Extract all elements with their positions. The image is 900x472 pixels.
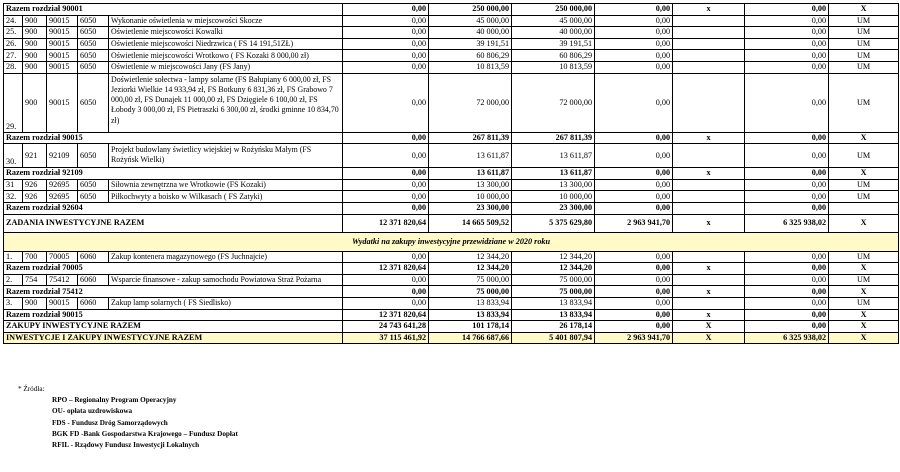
cell-dzial: 926 xyxy=(23,191,47,203)
cell-c5 xyxy=(673,73,745,132)
cell-rozdzial: 90015 xyxy=(47,61,78,73)
cell-c6: 0,00 xyxy=(745,263,829,275)
cell-c6: 0,00 xyxy=(745,73,829,132)
cell-c6: 0,00 xyxy=(745,274,829,286)
cell-c4: 0,00 xyxy=(595,179,673,191)
cell-task-name: Projekt budowlany świetlicy wiejskiej w Rożyńsku Małym (FS Rożyńsk Wielki) xyxy=(109,144,343,168)
cell-c7: UM xyxy=(829,179,899,191)
cell-c4: 2 963 941,70 xyxy=(595,332,673,344)
cell-dzial: 900 xyxy=(23,73,47,132)
cell-c1: 0,00 xyxy=(343,144,429,168)
cell-c1: 0,00 xyxy=(343,61,429,73)
cell-paragraf: 6060 xyxy=(78,274,109,286)
cell-c2: 14 665 509,52 xyxy=(429,214,512,232)
cell-lp: 27. xyxy=(4,50,23,62)
cell-dzial: 900 xyxy=(23,297,47,309)
cell-c7: UM xyxy=(829,251,899,263)
table-row xyxy=(4,73,899,132)
table-row xyxy=(4,214,899,232)
cell-task-name: Oświetlenie miejscowości Wrotkowo ( FS Kozaki 8 000,00 zł) xyxy=(109,50,343,62)
cell-lp: 24. xyxy=(4,15,23,27)
cell-c7: X xyxy=(829,332,899,344)
table-row xyxy=(4,38,899,50)
footnote-item: RFIL - Rządowy Fundusz Inwestycji Lokalnych xyxy=(52,441,200,450)
cell-c4: 2 963 941,70 xyxy=(595,214,673,232)
cell-dzial: 926 xyxy=(23,179,47,191)
cell-c7: X xyxy=(829,4,899,16)
cell-c2: 23 300,00 xyxy=(429,202,512,214)
table-row xyxy=(4,321,899,333)
cell-c4: 0,00 xyxy=(595,263,673,275)
cell-paragraf: 6050 xyxy=(78,73,109,132)
sources-footnote xyxy=(18,384,238,451)
cell-c4: 0,00 xyxy=(595,50,673,62)
cell-c5: x xyxy=(673,132,745,144)
cell-c2: 10 813,59 xyxy=(429,61,512,73)
cell-c3: 10 000,00 xyxy=(512,191,595,203)
cell-c7: UM xyxy=(829,73,899,132)
cell-c1: 12 371 820,64 xyxy=(343,309,429,321)
cell-rozdzial: 92695 xyxy=(47,179,78,191)
footnote-heading: * Źródła: xyxy=(18,385,45,393)
cell-c4: 0,00 xyxy=(595,132,673,144)
cell-c3: 13 833,94 xyxy=(512,309,595,321)
cell-lp: 25. xyxy=(4,27,23,39)
cell-rozdzial: 92109 xyxy=(47,144,78,168)
cell-c4: 0,00 xyxy=(595,251,673,263)
cell-dzial: 900 xyxy=(23,27,47,39)
cell-c3: 13 611,87 xyxy=(512,168,595,180)
cell-lp: 30. xyxy=(4,144,23,168)
cell-c5: X xyxy=(673,321,745,333)
cell-c1: 12 371 820,64 xyxy=(343,263,429,275)
cell-paragraf: 6060 xyxy=(78,251,109,263)
investment-table xyxy=(3,3,899,344)
cell-dzial: 921 xyxy=(23,144,47,168)
cell-c2: 13 611,87 xyxy=(429,168,512,180)
cell-c3: 75 000,00 xyxy=(512,286,595,298)
cell-c5 xyxy=(673,274,745,286)
cell-c3: 12 344,20 xyxy=(512,263,595,275)
cell-c4: 0,00 xyxy=(595,73,673,132)
cell-c1: 0,00 xyxy=(343,202,429,214)
cell-c6: 0,00 xyxy=(745,144,829,168)
table-row xyxy=(4,202,899,214)
cell-dzial: 700 xyxy=(23,251,47,263)
table-row xyxy=(4,50,899,62)
cell-c7: UM xyxy=(829,144,899,168)
table-row xyxy=(4,191,899,203)
cell-paragraf: 6050 xyxy=(78,50,109,62)
cell-c1: 0,00 xyxy=(343,191,429,203)
footnote-item: RPO – Regionalny Program Operacyjny xyxy=(52,396,177,405)
cell-c2: 75 000,00 xyxy=(429,286,512,298)
cell-c6: 0,00 xyxy=(745,309,829,321)
cell-c6: 0,00 xyxy=(745,38,829,50)
cell-dzial: 900 xyxy=(23,38,47,50)
cell-c6: 0,00 xyxy=(745,132,829,144)
cell-paragraf: 6050 xyxy=(78,144,109,168)
table-row xyxy=(4,251,899,263)
cell-c7: UM xyxy=(829,61,899,73)
cell-task-name: Wsparcie finansowe - zakup samochodu Powiatowa Straż Pożarna xyxy=(109,274,343,286)
cell-c4: 0,00 xyxy=(595,321,673,333)
cell-c5 xyxy=(673,38,745,50)
cell-c1: 0,00 xyxy=(343,38,429,50)
cell-c5: X xyxy=(673,332,745,344)
cell-lp: 3. xyxy=(4,297,23,309)
cell-c1: 0,00 xyxy=(343,274,429,286)
cell-c5 xyxy=(673,15,745,27)
cell-c7: UM xyxy=(829,191,899,203)
cell-c7: X xyxy=(829,309,899,321)
table-row xyxy=(4,274,899,286)
cell-c3: 45 000,00 xyxy=(512,15,595,27)
cell-c6: 6 325 938,02 xyxy=(745,332,829,344)
cell-c5: x xyxy=(673,214,745,232)
cell-paragraf: 6050 xyxy=(78,27,109,39)
cell-paragraf: 6060 xyxy=(78,297,109,309)
row-total-label: ZAKUPY INWESTYCYJNE RAZEM xyxy=(4,321,343,333)
cell-c3: 13 833,94 xyxy=(512,297,595,309)
cell-c3: 267 811,39 xyxy=(512,132,595,144)
cell-c7: UM xyxy=(829,274,899,286)
cell-lp: 31 xyxy=(4,179,23,191)
cell-lp: 29. xyxy=(4,73,23,132)
cell-c2: 267 811,39 xyxy=(429,132,512,144)
cell-c7: UM xyxy=(829,38,899,50)
cell-c1: 0,00 xyxy=(343,132,429,144)
cell-lp: 2. xyxy=(4,274,23,286)
cell-task-name: Doświetlenie sołectwa - lampy solarne (FS Bałupiany 6 000,00 zł, FS Jeziorki Wielkie 14 933,94 zł, FS Botkuny 6 831,36 zł, FS Grabowo 7 000,00 zł, FS Dunajek 11 000,00 zł, FS Dzięgiele 6 100,00 zł, FS Łobody 3 000,00 zł, FS Pietraszki 6 300,00 zł, środki gminne 10 834,70 zł) xyxy=(109,73,343,132)
cell-c2: 250 000,00 xyxy=(429,4,512,16)
cell-c5 xyxy=(673,27,745,39)
cell-c4: 0,00 xyxy=(595,286,673,298)
cell-c7: UM xyxy=(829,27,899,39)
cell-paragraf: 6050 xyxy=(78,15,109,27)
cell-c3: 5 375 629,80 xyxy=(512,214,595,232)
cell-task-name: Zakup lamp solarnych ( FS Siedlisko) xyxy=(109,297,343,309)
cell-c2: 60 806,29 xyxy=(429,50,512,62)
table-row xyxy=(4,263,899,275)
cell-c3: 250 000,00 xyxy=(512,4,595,16)
cell-c6: 0,00 xyxy=(745,27,829,39)
footnote-list xyxy=(18,395,238,451)
cell-c2: 13 833,94 xyxy=(429,297,512,309)
table-row xyxy=(4,132,899,144)
cell-c1: 0,00 xyxy=(343,15,429,27)
cell-c5 xyxy=(673,202,745,214)
cell-c3: 40 000,00 xyxy=(512,27,595,39)
row-total-label: INWESTYCJE I ZAKUPY INWESTYCYJNE RAZEM xyxy=(4,332,343,344)
cell-c3: 39 191,51 xyxy=(512,38,595,50)
cell-c4: 0,00 xyxy=(595,168,673,180)
cell-c4: 0,00 xyxy=(595,38,673,50)
row-total-label: Razem rozdział 92604 xyxy=(4,202,343,214)
cell-c7: X xyxy=(829,214,899,232)
cell-c7: UM xyxy=(829,15,899,27)
cell-c6: 0,00 xyxy=(745,321,829,333)
cell-c2: 12 344,20 xyxy=(429,263,512,275)
table-row xyxy=(4,179,899,191)
footnote-item: BGK FD -Bank Gospodarstwa Krajowego – Fundusz Dopłat xyxy=(52,429,238,438)
cell-c6: 0,00 xyxy=(745,168,829,180)
cell-rozdzial: 90015 xyxy=(47,15,78,27)
cell-c7: X xyxy=(829,168,899,180)
table-row xyxy=(4,144,899,168)
cell-dzial: 900 xyxy=(23,50,47,62)
cell-paragraf: 6050 xyxy=(78,61,109,73)
footnote-item: FDS - Fundusz Dróg Samorządowych xyxy=(52,418,168,427)
cell-c3: 5 401 807,94 xyxy=(512,332,595,344)
row-total-label: Razem rozdział 90015 xyxy=(4,309,343,321)
row-total-label: Razem rozdział 70005 xyxy=(4,263,343,275)
cell-c2: 75 000,00 xyxy=(429,274,512,286)
table-row xyxy=(4,309,899,321)
cell-c5 xyxy=(673,251,745,263)
cell-c4: 0,00 xyxy=(595,27,673,39)
cell-c3: 12 344,20 xyxy=(512,251,595,263)
cell-c7: X xyxy=(829,321,899,333)
table-row xyxy=(4,232,899,251)
cell-paragraf: 6050 xyxy=(78,179,109,191)
cell-c2: 40 000,00 xyxy=(429,27,512,39)
cell-c1: 0,00 xyxy=(343,251,429,263)
cell-rozdzial: 70005 xyxy=(47,251,78,263)
cell-rozdzial: 75412 xyxy=(47,274,78,286)
cell-c3: 26 178,14 xyxy=(512,321,595,333)
cell-c6: 6 325 938,02 xyxy=(745,214,829,232)
table-row xyxy=(4,297,899,309)
row-total-label: Razem rozdział 75412 xyxy=(4,286,343,298)
cell-c6: 0,00 xyxy=(745,297,829,309)
cell-c3: 13 611,87 xyxy=(512,144,595,168)
cell-c2: 45 000,00 xyxy=(429,15,512,27)
cell-c1: 0,00 xyxy=(343,27,429,39)
cell-rozdzial: 90015 xyxy=(47,297,78,309)
cell-c3: 60 806,29 xyxy=(512,50,595,62)
cell-c6: 0,00 xyxy=(745,50,829,62)
cell-c3: 23 300,00 xyxy=(512,202,595,214)
cell-c6: 0,00 xyxy=(745,179,829,191)
cell-c2: 13 611,87 xyxy=(429,144,512,168)
cell-lp: 26. xyxy=(4,38,23,50)
cell-c2: 10 000,00 xyxy=(429,191,512,203)
cell-c2: 72 000,00 xyxy=(429,73,512,132)
cell-c6: 0,00 xyxy=(745,202,829,214)
cell-lp: 28. xyxy=(4,61,23,73)
cell-c1: 0,00 xyxy=(343,179,429,191)
footnote-item: OU- opłata uzdrowiskowa xyxy=(52,407,133,416)
table-row xyxy=(4,61,899,73)
cell-c1: 0,00 xyxy=(343,168,429,180)
row-total-label: Razem rozdział 90001 xyxy=(4,4,343,16)
table-row xyxy=(4,27,899,39)
cell-c7 xyxy=(829,202,899,214)
cell-dzial: 900 xyxy=(23,61,47,73)
cell-c5 xyxy=(673,179,745,191)
cell-c4: 0,00 xyxy=(595,61,673,73)
cell-c5 xyxy=(673,144,745,168)
cell-c6: 0,00 xyxy=(745,15,829,27)
cell-task-name: Oświetlenie w miejscowości Jany (FS Jany) xyxy=(109,61,343,73)
cell-c6: 0,00 xyxy=(745,286,829,298)
cell-c6: 0,00 xyxy=(745,191,829,203)
cell-task-name: Wykonanie oświetlenia w miejscowości Skocze xyxy=(109,15,343,27)
cell-c5: x xyxy=(673,4,745,16)
cell-c1: 37 115 461,92 xyxy=(343,332,429,344)
cell-rozdzial: 92695 xyxy=(47,191,78,203)
table-row xyxy=(4,4,899,16)
cell-c4: 0,00 xyxy=(595,274,673,286)
cell-c4: 0,00 xyxy=(595,4,673,16)
cell-c2: 14 766 687,66 xyxy=(429,332,512,344)
cell-c4: 0,00 xyxy=(595,191,673,203)
cell-task-name: Siłownia zewnętrzna we Wrotkowie (FS Kozaki) xyxy=(109,179,343,191)
cell-c3: 13 300,00 xyxy=(512,179,595,191)
cell-c6: 0,00 xyxy=(745,61,829,73)
cell-task-name: Piłkochwyty a boisko w Wilkasach ( FS Zatyki) xyxy=(109,191,343,203)
cell-task-name: Oświetlenie miejscowości Kowalki xyxy=(109,27,343,39)
cell-c4: 0,00 xyxy=(595,309,673,321)
cell-c3: 72 000,00 xyxy=(512,73,595,132)
cell-c1: 0,00 xyxy=(343,73,429,132)
cell-rozdzial: 90015 xyxy=(47,50,78,62)
cell-c7: X xyxy=(829,263,899,275)
cell-dzial: 754 xyxy=(23,274,47,286)
cell-rozdzial: 90015 xyxy=(47,27,78,39)
cell-c5 xyxy=(673,50,745,62)
cell-c7: UM xyxy=(829,297,899,309)
cell-c4: 0,00 xyxy=(595,15,673,27)
cell-c7: X xyxy=(829,132,899,144)
cell-paragraf: 6050 xyxy=(78,38,109,50)
cell-lp: 1. xyxy=(4,251,23,263)
cell-c1: 0,00 xyxy=(343,4,429,16)
cell-dzial: 900 xyxy=(23,15,47,27)
cell-c2: 101 178,14 xyxy=(429,321,512,333)
cell-c2: 12 344,20 xyxy=(429,251,512,263)
cell-task-name: Oświetlenie miejscowości Niedrzwica ( FS 14 191,51ZŁ) xyxy=(109,38,343,50)
cell-c1: 0,00 xyxy=(343,297,429,309)
cell-c5 xyxy=(673,297,745,309)
cell-c7: X xyxy=(829,286,899,298)
table-row xyxy=(4,15,899,27)
cell-c7: UM xyxy=(829,50,899,62)
cell-c6: 0,00 xyxy=(745,4,829,16)
cell-c5: x xyxy=(673,309,745,321)
cell-c1: 0,00 xyxy=(343,286,429,298)
cell-rozdzial: 90015 xyxy=(47,38,78,50)
section-heading: Wydatki na zakupy inwestycyjne przewidziane w 2020 roku xyxy=(4,232,899,251)
cell-c4: 0,00 xyxy=(595,202,673,214)
cell-c1: 12 371 820,64 xyxy=(343,214,429,232)
cell-c3: 10 813,59 xyxy=(512,61,595,73)
cell-rozdzial: 90015 xyxy=(47,73,78,132)
cell-c1: 24 743 641,28 xyxy=(343,321,429,333)
cell-task-name: Zakup kontenera magazynowego (FS Juchnajcie) xyxy=(109,251,343,263)
cell-c2: 39 191,51 xyxy=(429,38,512,50)
cell-c4: 0,00 xyxy=(595,297,673,309)
row-total-label: Razem rozdział 90015 xyxy=(4,132,343,144)
cell-c3: 75 000,00 xyxy=(512,274,595,286)
cell-c1: 0,00 xyxy=(343,50,429,62)
cell-lp: 32. xyxy=(4,191,23,203)
row-total-label: Razem rozdział 92109 xyxy=(4,168,343,180)
cell-c5 xyxy=(673,191,745,203)
table-body xyxy=(4,4,899,344)
table-row xyxy=(4,168,899,180)
cell-c6: 0,00 xyxy=(745,251,829,263)
row-total-label: ZADANIA INWESTYCYJNE RAZEM xyxy=(4,214,343,232)
cell-c2: 13 833,94 xyxy=(429,309,512,321)
cell-c5: x xyxy=(673,168,745,180)
cell-c5: x xyxy=(673,263,745,275)
table-row xyxy=(4,286,899,298)
cell-c2: 13 300,00 xyxy=(429,179,512,191)
cell-c5 xyxy=(673,61,745,73)
table-row xyxy=(4,332,899,344)
cell-c5: x xyxy=(673,286,745,298)
cell-paragraf: 6050 xyxy=(78,191,109,203)
cell-c4: 0,00 xyxy=(595,144,673,168)
